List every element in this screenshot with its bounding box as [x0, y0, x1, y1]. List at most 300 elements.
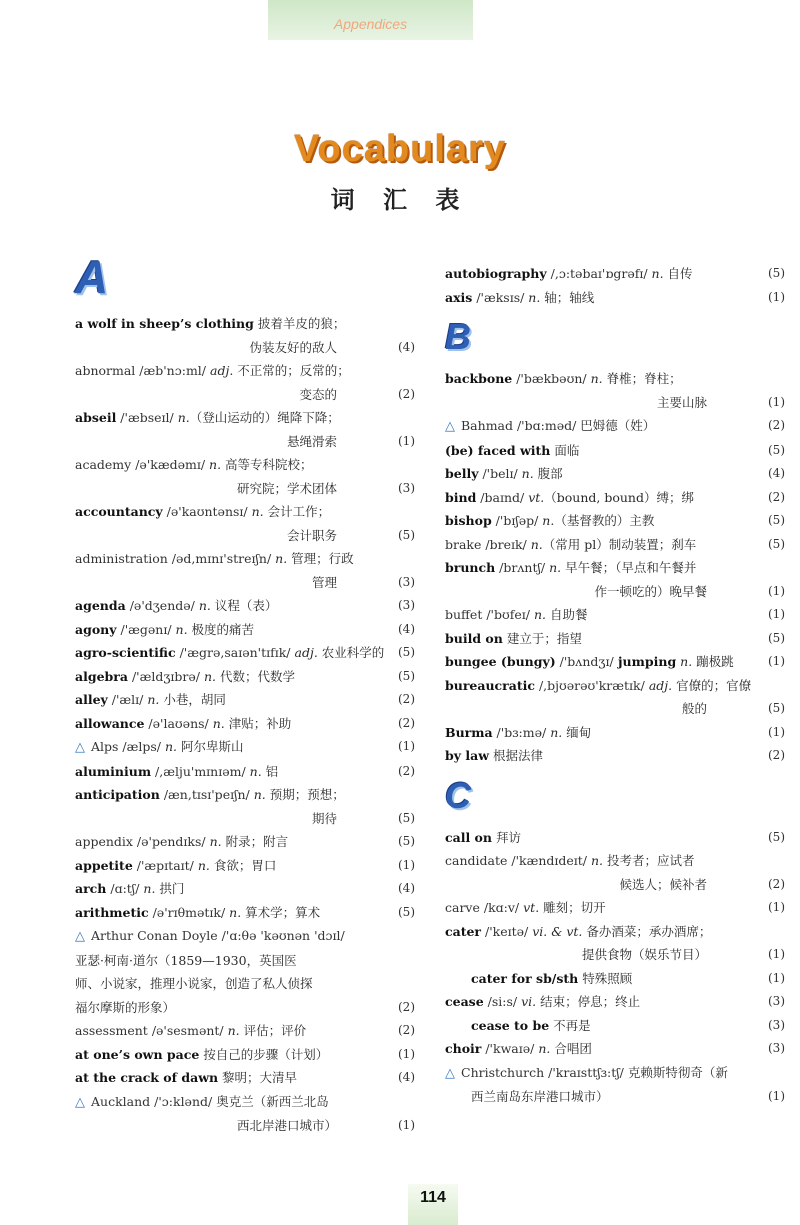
- definition-continued: 西北岸港口城市）: [236, 1118, 337, 1133]
- entry-line: [445, 674, 785, 698]
- definition: 特殊照顾: [578, 970, 633, 986]
- vocab-entry: [445, 627, 785, 651]
- unit-number: (1): [768, 947, 785, 961]
- entry-list-a: [75, 312, 415, 1138]
- headword: bishop: [445, 513, 492, 528]
- phonetic: /brʌntʃ/: [495, 560, 546, 575]
- unit-number: (3): [768, 1017, 785, 1032]
- headword: Auckland: [91, 1093, 151, 1109]
- section-letter-a: A: [75, 251, 109, 303]
- definition: 食欲；胃口: [209, 857, 277, 873]
- phonetic: /,bjʊərəʊ'krætɪk/: [534, 677, 645, 693]
- entry-line: [445, 920, 785, 944]
- vocab-entry: [445, 744, 785, 768]
- headword: backbone: [445, 371, 513, 386]
- definition: 小巷，胡同: [159, 692, 226, 707]
- vocab-entry: [445, 1037, 785, 1061]
- part-of-speech: vt.: [524, 489, 545, 505]
- phonetic: /'bʊfeɪ/: [482, 607, 530, 622]
- right-column: [445, 262, 785, 1109]
- definition: 披着羊皮的狼；: [253, 316, 346, 331]
- entry-line: [445, 414, 785, 439]
- phonetic: /kɑ:v/: [479, 900, 520, 915]
- unit-number: (2): [768, 876, 785, 891]
- vocab-entry: [445, 967, 785, 991]
- headword: buffet: [445, 607, 483, 622]
- part-of-speech: n.: [225, 904, 242, 920]
- headword: carve: [445, 900, 480, 915]
- unit-number: (2): [768, 418, 785, 432]
- vocab-entry: [75, 453, 415, 500]
- unit-number: (1): [768, 607, 785, 621]
- definition: 不再是: [549, 1017, 591, 1033]
- headword: accountancy: [75, 504, 163, 519]
- definition: 代数；代数学: [215, 668, 295, 684]
- phonetic: /əd,mɪnɪ'streɪʃn/: [167, 551, 272, 566]
- definition: 自传: [663, 266, 693, 281]
- definition: 自助餐: [545, 607, 588, 622]
- vocab-entry: [75, 901, 415, 925]
- unit-number: (1): [768, 1089, 785, 1103]
- entry-line: [445, 967, 785, 991]
- part-of-speech: n.: [171, 621, 188, 637]
- entry-line: [75, 406, 415, 430]
- vocab-entry: [75, 500, 415, 547]
- definition-continued: 提供食物（娱乐节目）: [581, 947, 707, 962]
- unit-number: (2): [398, 692, 415, 706]
- vocab-entry: [445, 439, 785, 463]
- triangle-icon: △: [445, 1065, 455, 1081]
- definition: 会计工作；: [263, 504, 331, 519]
- headword: appendix: [75, 834, 133, 849]
- headword: Bahmad: [461, 418, 513, 433]
- vocab-entry: [445, 1014, 785, 1038]
- entry-line: [445, 1014, 785, 1038]
- unit-number: (2): [398, 999, 415, 1014]
- definition: 巴姆德（姓）: [576, 418, 656, 433]
- unit-number: (4): [398, 1070, 415, 1084]
- definition: 早午餐；（早点和午餐并: [561, 560, 697, 575]
- phonetic: /'ɑ:θə 'kəʊnən 'dɔɪl/: [217, 928, 345, 943]
- entry-line: [445, 650, 785, 674]
- unit-number: (5): [398, 904, 415, 919]
- part-of-speech: vi. & vt.: [528, 923, 583, 939]
- entry-line: [445, 509, 785, 533]
- definition-continued: 福尔摩斯的形象）: [75, 999, 176, 1015]
- definition-continued: 作一顿吃的）晚早餐: [594, 583, 707, 599]
- definition: 评估；评价: [239, 1023, 307, 1038]
- phonetic: /æn,tɪsɪ'peɪʃn/: [159, 787, 250, 802]
- entry-line: [75, 783, 415, 807]
- phonetic: /'æksɪs/: [472, 289, 525, 305]
- definition: 面临: [550, 442, 580, 458]
- definition-continued: 期待: [311, 810, 337, 826]
- headword: by law: [445, 748, 489, 763]
- phonetic: /'kraɪsttʃɜ:tʃ/: [544, 1064, 624, 1080]
- entry-line: [445, 721, 785, 745]
- entry-line: [445, 603, 785, 627]
- definition: 黎明；大清早: [218, 1070, 298, 1085]
- vocab-entry: [75, 735, 415, 760]
- entry-list-b: [445, 367, 785, 768]
- vocab-entry: [445, 509, 785, 533]
- section-label: Appendices: [333, 16, 408, 32]
- entry-line: [445, 627, 785, 651]
- triangle-icon: △: [75, 1094, 85, 1110]
- entry-line: [445, 990, 785, 1014]
- headword: arithmetic: [75, 904, 149, 920]
- vocab-entry: [75, 594, 415, 618]
- definition-continued: 亚瑟·柯南·道尔（1859—1930，英国医: [75, 952, 297, 968]
- phonetic: /'kwaɪə/: [481, 1041, 535, 1056]
- entry-line: [445, 439, 785, 463]
- entry-line: [75, 854, 415, 878]
- vocab-entry: [445, 826, 785, 850]
- part-of-speech: n.: [139, 881, 156, 896]
- vocab-entry: [75, 1019, 415, 1043]
- section-tab: [268, 0, 473, 40]
- unit-number: (1): [768, 583, 785, 598]
- phonetic: /ə'laʊəns/: [144, 715, 209, 731]
- entry-line: [75, 735, 415, 760]
- part-of-speech: n.: [173, 410, 190, 425]
- unit-number: (1): [768, 289, 785, 304]
- entry-line: [445, 1061, 785, 1086]
- entry-list-a-continued: [445, 262, 785, 309]
- vocab-entry: [445, 603, 785, 627]
- headword: Burma: [445, 724, 493, 740]
- phonetic: /ælps/: [118, 739, 162, 754]
- part-of-speech: n.: [647, 266, 664, 281]
- unit-number: (2): [398, 715, 415, 730]
- part-of-speech: vi.: [517, 994, 537, 1009]
- unit-number: (4): [398, 881, 415, 895]
- unit-number: (1): [768, 654, 785, 668]
- definition: 极度的痛苦: [187, 621, 255, 637]
- phonetic: /ɑ:tʃ/: [106, 881, 140, 896]
- vocab-entry: [75, 547, 415, 594]
- unit-number: (2): [398, 763, 415, 778]
- part-of-speech: n.: [586, 371, 603, 386]
- headword: abseil: [75, 410, 117, 425]
- vocab-entry: [445, 533, 785, 557]
- vocab-entry: [445, 849, 785, 896]
- definition: 建立于；指望: [502, 630, 582, 646]
- definition: 阿尔卑斯山: [177, 739, 244, 754]
- phonetic: /'ɔ:klənd/: [150, 1093, 213, 1109]
- unit-number: (1): [398, 857, 415, 872]
- vocab-entry: [445, 721, 785, 745]
- entry-line: [75, 924, 415, 949]
- phonetic: /'bækbəʊn/: [512, 371, 587, 386]
- definition-continued: 伪装友好的敌人: [249, 339, 337, 355]
- phonetic: /ə'dʒendə/: [125, 598, 195, 613]
- entry-line: [75, 1090, 415, 1115]
- vocab-entry: [75, 760, 415, 784]
- headword: at one’s own pace: [75, 1046, 200, 1062]
- headword: cater: [445, 923, 482, 939]
- headword: appetite: [75, 857, 133, 873]
- headword: brake: [445, 536, 482, 552]
- part-of-speech: n.: [208, 715, 225, 731]
- unit-number: (5): [768, 266, 785, 280]
- definition: 拱门: [155, 881, 185, 896]
- unit-number: (5): [398, 527, 415, 542]
- phonetic: /'kændɪdeɪt/: [507, 853, 588, 868]
- part-of-speech: n.: [546, 724, 563, 740]
- definition-continued: 主要山脉: [656, 394, 707, 410]
- definition: 拜访: [492, 829, 521, 845]
- headword: agony: [75, 621, 117, 637]
- definition: 高等专科院校；: [221, 457, 313, 472]
- phonetic: /baɪnd/: [476, 489, 525, 505]
- headword: Arthur Conan Doyle: [91, 928, 218, 943]
- definition-continued: 西兰南岛东岸港口城市）: [471, 1089, 609, 1104]
- phonetic: /si:s/: [483, 994, 518, 1009]
- entry-line: [75, 453, 415, 477]
- triangle-icon: △: [75, 740, 85, 755]
- headword: bungee (bungy): [445, 654, 556, 669]
- unit-number: (1): [768, 900, 785, 914]
- entry-line: [75, 760, 415, 784]
- definition: 蹦极跳: [692, 654, 734, 669]
- definition: 不正常的；反常的；: [233, 363, 350, 378]
- unit-number: (3): [768, 994, 785, 1008]
- unit-number: (4): [398, 621, 415, 636]
- section-letter-c: C: [445, 774, 471, 816]
- definition: 投考者；应试者: [603, 853, 695, 868]
- definition: 脊椎；脊柱；: [602, 371, 682, 386]
- entry-line: [445, 533, 785, 557]
- entry-line: [445, 262, 785, 286]
- unit-number: (3): [398, 480, 415, 495]
- part-of-speech: n.: [524, 289, 541, 305]
- vocab-entry: [445, 414, 785, 439]
- definition: 克赖斯特彻奇（新: [623, 1064, 728, 1080]
- vocab-entry: [445, 920, 785, 967]
- definition: 管理；行政: [287, 551, 354, 566]
- phonetic: /ə'rɪθmətɪk/: [148, 904, 226, 920]
- part-of-speech: adj.: [290, 645, 318, 660]
- headword: agenda: [75, 598, 126, 613]
- headword: call on: [445, 829, 492, 845]
- definition: 津贴；补助: [224, 715, 292, 731]
- page-title: Vocabulary: [293, 128, 507, 170]
- part-of-speech: n.: [143, 692, 160, 707]
- part-of-speech: n.: [193, 857, 210, 873]
- phonetic: /breɪk/: [481, 536, 527, 552]
- definition: 官僚的；官僚: [672, 677, 752, 693]
- part-of-speech: n.: [194, 598, 211, 613]
- phonetic: /ə'pendɪks/: [132, 834, 206, 849]
- definition-continued: 候选人；候补者: [619, 876, 707, 892]
- phonetic: /,ɔ:təbaɪ'ɒgrəfɪ/: [546, 266, 648, 281]
- headword: algebra: [75, 668, 128, 684]
- phonetic: /'ægənɪ/: [116, 621, 172, 637]
- definition: 缅甸: [562, 724, 592, 740]
- vocab-entry: [445, 262, 785, 286]
- part-of-speech: n.: [676, 654, 693, 669]
- headword: a wolf in sheep’s clothing: [75, 316, 254, 331]
- headword: anticipation: [75, 787, 160, 802]
- unit-number: (5): [398, 668, 415, 683]
- part-of-speech: vt.: [519, 900, 540, 915]
- headword: allowance: [75, 715, 145, 731]
- vocab-entry: [445, 650, 785, 674]
- unit-number: (1): [398, 1046, 415, 1061]
- vocab-entry: [75, 618, 415, 642]
- definition: 合唱团: [550, 1041, 592, 1056]
- entry-line: [75, 359, 415, 383]
- headword: bind: [445, 489, 477, 505]
- page-subtitle: 词 汇 表: [330, 186, 470, 214]
- part-of-speech: adj.: [644, 677, 673, 693]
- entry-line: [75, 877, 415, 901]
- entry-line: [445, 486, 785, 510]
- headword: Christchurch: [461, 1064, 545, 1080]
- vocab-entry: [445, 674, 785, 721]
- part-of-speech: n.: [587, 853, 604, 868]
- entry-line: [445, 896, 785, 920]
- headword: Alps: [91, 739, 119, 754]
- phonetic: /ə'kædəmɪ/: [131, 457, 206, 472]
- headword: brunch: [445, 560, 496, 575]
- part-of-speech: n.: [538, 513, 555, 528]
- definition: （基督教的）主教: [554, 513, 655, 528]
- part-of-speech: n.: [247, 504, 264, 519]
- entry-line: [75, 1019, 415, 1043]
- part-of-speech: adj.: [206, 363, 234, 378]
- headword: agro-scientific: [75, 645, 176, 660]
- phonetic: /'belɪ/: [478, 466, 518, 481]
- vocab-entry: [75, 1090, 415, 1138]
- entry-line: [75, 594, 415, 618]
- unit-number: (5): [768, 701, 785, 715]
- headword: alley: [75, 692, 108, 707]
- headword: cease: [445, 994, 484, 1009]
- vocab-entry: [445, 556, 785, 603]
- definition-continued: 般的: [681, 701, 707, 716]
- phonetic: /ə'sesmənt/: [147, 1023, 224, 1038]
- definition: 雕刻；切开: [539, 900, 606, 915]
- unit-number: (3): [398, 598, 415, 612]
- vocab-entry: [75, 924, 415, 1019]
- headword: administration: [75, 551, 168, 566]
- vocab-entry: [445, 896, 785, 920]
- entry-line: [75, 547, 415, 571]
- definition-continued: 管理: [311, 574, 337, 590]
- headword: candidate: [445, 853, 508, 868]
- definition-continued: 研究院；学术团体: [236, 480, 337, 496]
- vocab-entry: [75, 359, 415, 406]
- part-of-speech: n.: [545, 560, 562, 575]
- entry-line: [75, 688, 415, 712]
- entry-line: [75, 1043, 415, 1067]
- headword: academy: [75, 457, 132, 472]
- entry-line: [75, 712, 415, 736]
- phonetic: /'ælɪ/: [107, 692, 144, 707]
- part-of-speech: n.: [249, 787, 266, 802]
- definition: 预期；预想；: [265, 787, 345, 802]
- vocab-entry: [75, 830, 415, 854]
- headword: autobiography: [445, 266, 547, 281]
- headword: cater for sb/sth: [471, 970, 579, 986]
- headword: bureaucratic: [445, 677, 535, 693]
- headword: at the crack of dawn: [75, 1070, 219, 1085]
- vocab-entry: [75, 312, 415, 359]
- left-column: [75, 248, 415, 1138]
- part-of-speech: n.: [529, 607, 546, 622]
- phonetic: /æb'nɔ:ml/: [135, 363, 207, 378]
- unit-number: (5): [398, 810, 415, 825]
- vocab-entry: [445, 990, 785, 1014]
- vocab-entry: [75, 1043, 415, 1067]
- unit-number: (5): [398, 834, 415, 848]
- vocab-entry: [445, 1061, 785, 1109]
- part-of-speech: n.: [517, 466, 534, 481]
- vocab-entry: [75, 641, 415, 665]
- vocab-entry: [445, 486, 785, 510]
- headword: belly: [445, 466, 479, 481]
- phonetic: /,ælju'mɪnɪəm/: [151, 763, 246, 779]
- unit-number: (2): [768, 748, 785, 762]
- vocab-entry: [75, 877, 415, 901]
- part-of-speech: n.: [199, 668, 216, 684]
- entry-line: [75, 901, 415, 925]
- definition: 铝: [261, 763, 279, 779]
- entry-line: [75, 1066, 415, 1090]
- unit-number: (3): [398, 574, 415, 589]
- definition-continued: 悬绳滑索: [286, 433, 337, 449]
- definition: 备办酒菜；承办酒席；: [582, 923, 712, 939]
- definition: 算术学；算术: [241, 904, 321, 920]
- vocab-entry: [75, 1066, 415, 1090]
- phonetic: /'æbseɪl/: [116, 410, 174, 425]
- definition-continued: 师、小说家，推理小说家，创造了私人侦探: [75, 976, 313, 991]
- headword: aluminium: [75, 763, 152, 779]
- unit-number: (1): [768, 724, 785, 739]
- unit-number: (1): [398, 739, 415, 753]
- entry-line: [445, 462, 785, 486]
- phonetic: /'bʌndʒɪ/: [555, 654, 614, 669]
- phonetic: /ə'kaʊntənsɪ/: [162, 504, 248, 519]
- entry-list-c: [445, 826, 785, 1109]
- page-number: 114: [420, 1189, 446, 1206]
- phonetic: /'keɪtə/: [481, 923, 529, 939]
- unit-number: (5): [768, 829, 785, 844]
- vocab-entry: [75, 665, 415, 689]
- definition: 按自己的步骤（计划）: [199, 1046, 329, 1062]
- unit-number: (5): [398, 645, 415, 659]
- definition-continued: 会计职务: [286, 527, 337, 543]
- entry-line: [445, 1037, 785, 1061]
- entry-line: [75, 665, 415, 689]
- definition: 附录；附言: [221, 834, 289, 849]
- entry-line: [75, 312, 415, 336]
- definition: 结束；停息；终止: [536, 994, 641, 1009]
- phonetic: /'æpɪtaɪt/: [132, 857, 194, 873]
- unit-number: (3): [768, 1041, 785, 1055]
- phonetic: /'ægrə,saɪən'tɪfɪk/: [175, 645, 291, 660]
- definition-continued: 变态的: [299, 386, 337, 402]
- part-of-speech: n.: [271, 551, 288, 566]
- unit-number: (2): [398, 1023, 415, 1037]
- vocab-entry: [75, 406, 415, 453]
- entry-line: [75, 641, 415, 665]
- unit-number: (1): [768, 970, 785, 985]
- unit-number: (4): [398, 339, 415, 354]
- headword: (be) faced with: [445, 442, 551, 458]
